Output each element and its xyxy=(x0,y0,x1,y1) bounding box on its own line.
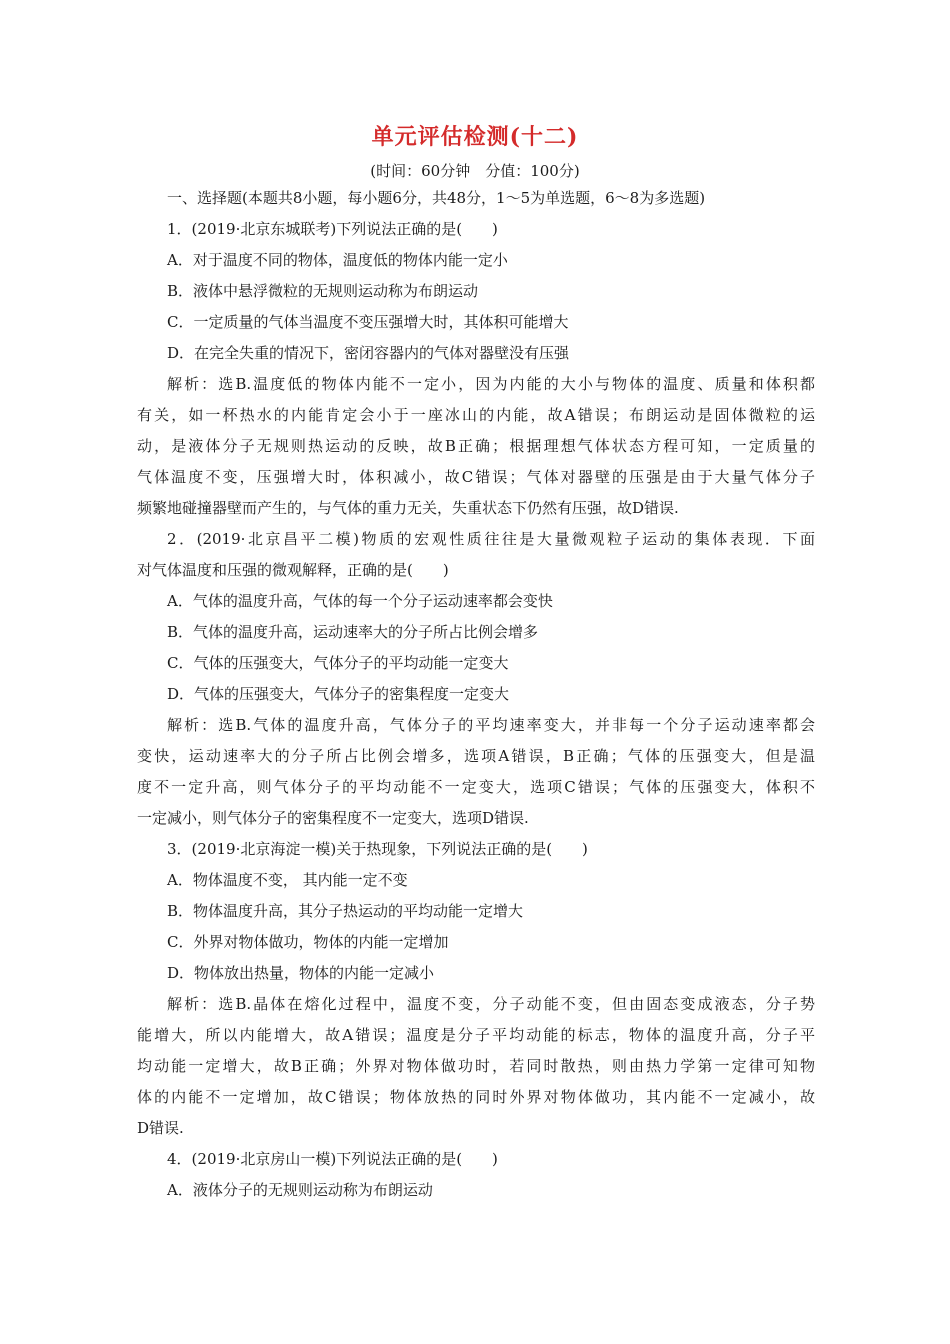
q1-analysis-line: 解析：选B.温度低的物体内能不一定小，因为内能的大小与物体的温度、质量和体积都 xyxy=(167,375,815,393)
q1-option-b: B．液体中悬浮微粒的无规则运动称为布朗运动 xyxy=(167,282,479,300)
q3-analysis-line: 解析：选B.晶体在熔化过程中，温度不变，分子动能不变，但由固态变成液态，分子势 xyxy=(167,995,815,1013)
q1-option-d: D．在完全失重的情况下，密闭容器内的气体对器壁没有压强 xyxy=(167,344,570,362)
q3-option-d: D．物体放出热量，物体的内能一定减小 xyxy=(167,964,435,982)
q3-analysis-line: 均动能一定增大，故B正确；外界对物体做功时，若同时散热，则由热力学第一定律可知物 xyxy=(137,1057,815,1075)
q2-option-b: B．气体的温度升高，运动速率大的分子所占比例会增多 xyxy=(167,623,539,641)
q1-stem: 1．(2019·北京东城联考)下列说法正确的是( ) xyxy=(167,220,498,238)
q4-stem: 4．(2019·北京房山一模)下列说法正确的是( ) xyxy=(167,1150,498,1168)
q4-option-a: A．液体分子的无规则运动称为布朗运动 xyxy=(167,1181,433,1199)
q1-analysis-line: 频繁地碰撞器壁而产生的，与气体的重力无关，失重状态下仍然有压强，故D错误. xyxy=(137,499,679,517)
q3-analysis-line: D错误. xyxy=(137,1119,184,1137)
q2-analysis-line: 一定减小，则气体分子的密集程度不一定变大，选项D错误. xyxy=(137,809,529,827)
q2-option-d: D．气体的压强变大，气体分子的密集程度一定变大 xyxy=(167,685,510,703)
q2-option-c: C．气体的压强变大，气体分子的平均动能一定变大 xyxy=(167,654,509,672)
document-body xyxy=(137,183,815,1206)
q1-option-a: A．对于温度不同的物体，温度低的物体内能一定小 xyxy=(167,251,508,269)
q1-option-c: C．一定质量的气体当温度不变压强增大时，其体积可能增大 xyxy=(167,313,569,331)
q1-analysis-line: 动，是液体分子无规则热运动的反映，故B正确；根据理想气体状态方程可知，一定质量的 xyxy=(137,437,815,455)
q3-analysis-line: 体的内能不一定增加，故C错误；物体放热的同时外界对物体做功，其内能不一定减小，故 xyxy=(137,1088,815,1106)
page-title: 单元评估检测(十二) xyxy=(371,124,579,150)
q3-analysis-line: 能增大，所以内能增大，故A错误；温度是分子平均动能的标志，物体的温度升高，分子平 xyxy=(137,1026,815,1044)
q2-stem-line: 2．(2019·北京昌平二模)物质的宏观性质往往是大量微观粒子运动的集体表现．下面 xyxy=(167,530,815,548)
q3-option-b: B．物体温度升高，其分子热运动的平均动能一定增大 xyxy=(167,902,524,920)
page-subtitle: (时间：60分钟 分值：100分) xyxy=(370,162,580,180)
q1-analysis-line: 有关，如一杯热水的内能肯定会小于一座冰山的内能，故A错误；布朗运动是固体微粒的运 xyxy=(137,406,815,424)
q3-option-c: C．外界对物体做功，物体的内能一定增加 xyxy=(167,933,449,951)
q2-analysis-line: 度不一定升高，则气体分子的平均动能不一定变大，选项C错误；气体的压强变大，体积不 xyxy=(137,778,815,796)
section-heading: 一、选择题(本题共8小题，每小题6分，共48分，1～5为单选题，6～8为多选题) xyxy=(167,189,706,207)
q2-option-a: A．气体的温度升高，气体的每一个分子运动速率都会变快 xyxy=(167,592,553,610)
q2-analysis-line: 解析：选B.气体的温度升高，气体分子的平均速率变大，并非每一个分子运动速率都会 xyxy=(167,716,815,734)
q1-analysis-line: 气体温度不变，压强增大时，体积减小，故C错误；气体对器壁的压强是由于大量气体分子 xyxy=(137,468,815,486)
q2-analysis-line: 变快，运动速率大的分子所占比例会增多，选项A错误，B正确；气体的压强变大，但是温 xyxy=(137,747,815,765)
q3-stem: 3．(2019·北京海淀一模)关于热现象，下列说法正确的是( ) xyxy=(167,840,588,858)
q2-stem-line: 对气体温度和压强的微观解释，正确的是( ) xyxy=(137,561,449,579)
q3-option-a: A．物体温度不变， 其内能一定不变 xyxy=(167,871,408,889)
